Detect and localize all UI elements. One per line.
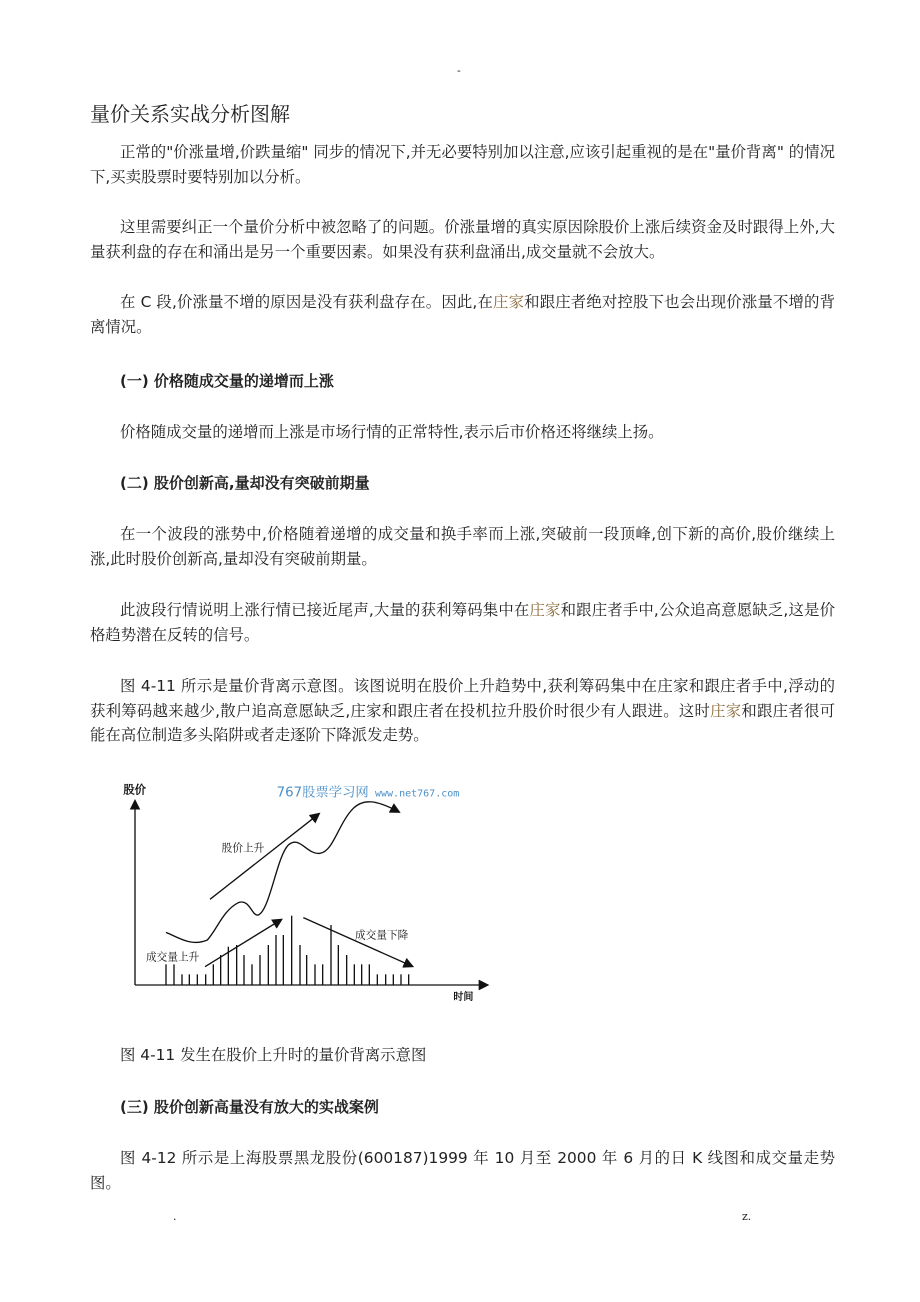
section-heading: (一) 价格随成交量的递增而上涨 [120,372,334,390]
link-zhuangjia[interactable]: 庄家 [493,293,525,311]
volume-bars [166,916,409,985]
figure-caption: 图 4-11 发生在股价上升时的量价背离示意图 [120,1046,427,1064]
paragraph: 价格随成交量的递增而上涨是市场行情的正常特性,表示后市价格还将继续上扬。 [120,423,664,441]
y-axis-label: 股价 [123,782,147,797]
paragraph [90,598,835,647]
volume-price-divergence-figure [120,770,500,1010]
volume-down-arrow [303,918,411,966]
volume-down-label: 成交量下降 [355,928,409,942]
paragraph: 图 4-12 所示是上海股票黑龙股份(600187)1999 年 10 月至 2000 年 6 月的日 K 线图和成交量走势图。 [90,1149,835,1192]
paragraph [90,674,835,748]
link-zhuangjia[interactable]: 庄家 [529,601,561,619]
footer-right-mark: z. [742,1210,752,1223]
text: 和跟庄者绝对控股下也会出现价涨量不增的背离情况。 [90,293,835,336]
watermark-url: www.net767.com [375,788,460,800]
text: 图 4-11 所示是量价背离示意图。该图说明在股价上升趋势中,获利筹码集中在庄家和跟庄者手中,浮动的获利筹码越来越少,散户追高意愿缺乏,庄家和跟庄者在投机拉升股价时很少有人跟进。这时 [90,677,835,720]
paragraph: 正常的"价涨量增,价跌量缩" 同步的情况下,并无必要特别加以注意,应该引起重视的是在"量价背离" 的情况下,买卖股票时要特别加以分析。 [90,143,835,186]
price-up-arrow [210,814,318,899]
paragraph [90,290,835,339]
volume-up-label: 成交量上升 [146,950,200,964]
section-heading: (二) 股价创新高,量却没有突破前期量 [120,474,370,492]
text: 和跟庄者手中,公众追高意愿缺乏,这是价格趋势潜在反转的信号。 [90,601,835,644]
link-zhuangjia[interactable]: 庄家 [710,701,742,720]
watermark-site-name: 767股票学习网 [276,785,369,801]
paragraph: 这里需要纠正一个量价分析中被忽略了的问题。价涨量增的真实原因除股价上涨后续资金及时跟得上外,大量获利盘的存在和涌出是另一个重要因素。如果没有获利盘涌出,成交量就不会放大。 [90,218,835,261]
text: 在 C 段,价涨量不增的原因是没有获利盘存在。因此,在 [120,293,494,311]
x-axis-label: 时间 [453,992,474,1003]
header-mark: - [457,64,461,77]
page-title: 量价关系实战分析图解 [90,102,290,126]
footer-left-mark: . [173,1210,177,1223]
price-curve [166,802,398,943]
section-heading: (三) 股价创新高量没有放大的实战案例 [120,1098,379,1116]
text: 和跟庄者很可能在高位制造多头陷阱或者走逐阶下降派发走势。 [90,701,835,744]
paragraph: 在一个波段的涨势中,价格随着递增的成交量和换手率而上涨,突破前一段顶峰,创下新的高价,股价继续上涨,此时股价创新高,量却没有突破前期量。 [90,525,835,568]
price-up-label: 股价上升 [221,841,265,855]
text: 此波段行情说明上涨行情已接近尾声,大量的获利筹码集中在 [120,601,530,619]
